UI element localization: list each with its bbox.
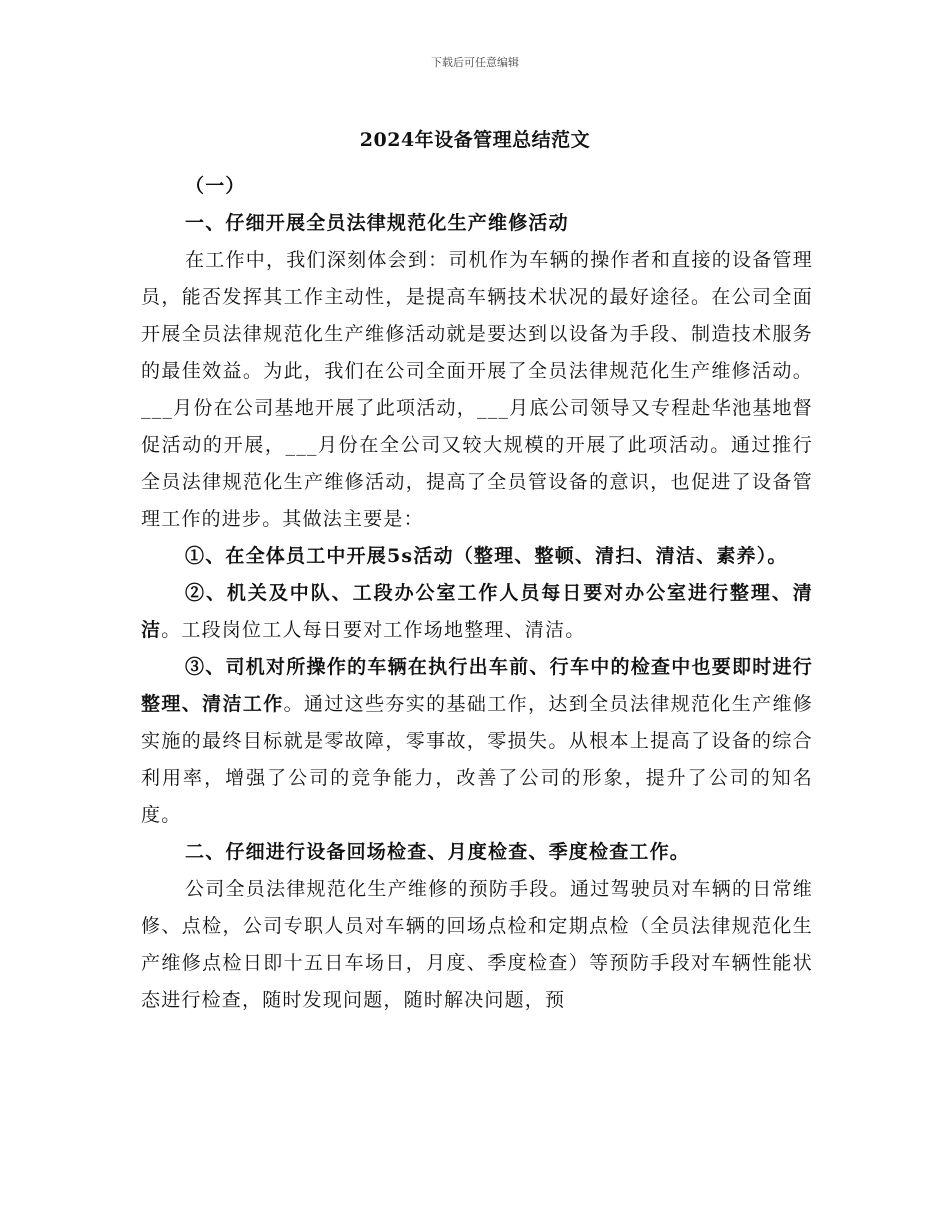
document-body (141, 168, 813, 1019)
part-label: （一） (185, 175, 246, 197)
list-item-3 (141, 649, 813, 834)
list-item-3-bold: ③、司机对所操作的车辆在执行出车前、行车中的检查中也要即时进行整理、清洁工作 (141, 656, 813, 715)
list-item-1-text: ①、在全体员工中开展5s活动（整理、整顿、清扫、清洁、素养）。 (185, 545, 788, 567)
section-heading-1: 一、仔细开展全员法律规范化生产维修活动 (185, 212, 569, 234)
document-title: 2024年设备管理总结范文 (359, 129, 591, 151)
section-heading-2: 二、仔细进行设备回场检查、月度检查、季度检查工作。 (185, 841, 691, 863)
list-item-1 (141, 538, 813, 575)
list-item-2 (141, 575, 813, 649)
list-item-2-bold: ②、机关及中队、工段办公室工作人员每日要对办公室进行整理、清洁 (141, 582, 813, 641)
paragraph-2: 公司全员法律规范化生产维修的预防手段。通过驾驶员对车辆的日常维修、点检，公司专职人员对车辆的回场点检和定期点检（全员法律规范化生产维修点检日即十五日车场日，月度、季度检查）等预防手段对车辆性能状态进行检查，随时发现问题，随时解决问题，预 (141, 878, 813, 1011)
list-item-2-rest: 。工段岗位工人每日要对工作场地整理、清洁。 (161, 619, 586, 641)
list-item-3-rest: 。通过这些夯实的基础工作，达到全员法律规范化生产维修实施的最终目标就是零故障，零事故，零损失。从根本上提高了设备的综合利用率，增强了公司的竞争能力，改善了公司的形象，提升了公司的知名度。 (141, 693, 814, 826)
header-note: 下载后可任意编辑 (431, 56, 519, 69)
paragraph-1: 在工作中，我们深刻体会到：司机作为车辆的操作者和直接的设备管理员，能否发挥其工作主动性，是提高车辆技术状况的最好途径。在公司全面开展全员法律规范化生产维修活动就是要达到以设备为手段、制造技术服务的最佳效益。为此，我们在公司全面开展了全员法律规范化生产维修活动。___月份在公司基地开展了此项活动，___月底公司领导又专程赴华池基地督促活动的开展，___月份在全公司又较大规模的开展了此项活动。通过推行全员法律规范化生产维修活动，提高了全员管设备的意识，也促进了设备管理工作的进步。其做法主要是： (141, 249, 813, 530)
